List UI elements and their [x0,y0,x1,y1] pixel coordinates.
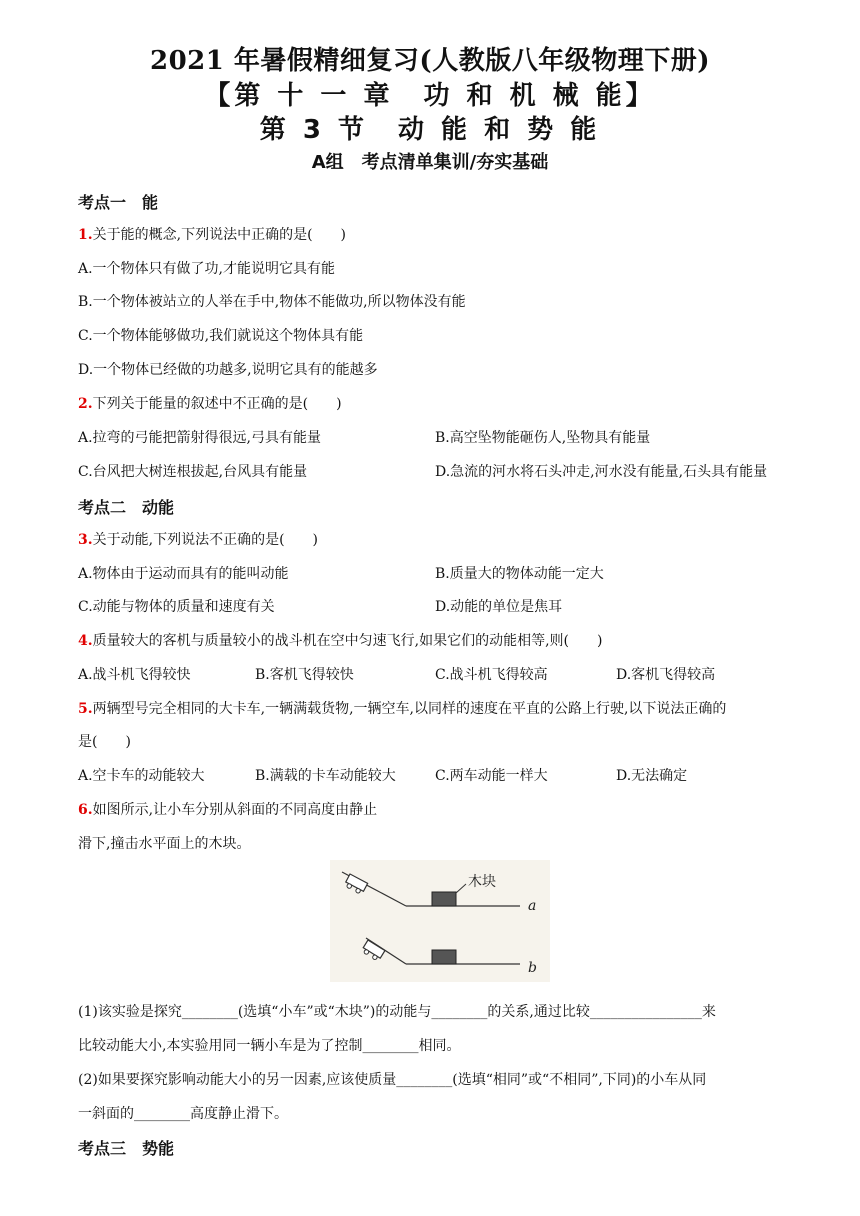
document-title: 2021 年暑假精细复习(人教版八年级物理下册) [149,46,711,76]
diagram-a [342,872,536,914]
topic-heading-1: 考点一 能 [78,193,159,212]
q6-part2-line1: (2)如果要探究影响动能大小的另一因素,应该使质量________(选填“相同”或“不相同”,下同)的小车从同 [78,1072,707,1088]
question-text: 下列关于能量的叙述中不正确的是( ) [92,396,342,412]
block-b [432,950,456,964]
question-6-stem [78,799,377,819]
question-text: 关于动能,下列说法不正确的是( ) [92,532,318,548]
q3-option-c: C.动能与物体的质量和速度有关 [78,599,275,615]
q3-option-d: D.动能的单位是焦耳 [435,599,563,615]
question-number: 6. [78,802,93,818]
label-a: a [528,898,537,914]
q6-part2-line2: 一斜面的________高度静止滑下。 [78,1106,288,1122]
incline-experiment-figure [330,860,550,982]
q5-option-a: A.空卡车的动能较大 [78,768,205,784]
question-number: 5. [78,701,93,717]
chapter-title: 【第 十 一 章 功 和 机 械 能】 [204,81,656,111]
question-number: 2. [78,396,93,412]
block-label: 木块 [468,874,496,890]
topic-heading-3: 考点三 势能 [78,1139,175,1158]
block-a [432,892,456,906]
q6-part1-line2: 比较动能大小,本实验用同一辆小车是为了控制________相同。 [78,1038,461,1054]
label-b: b [528,960,537,976]
question-6-stem-continued: 滑下,撞击水平面上的木块。 [78,836,251,852]
q6-part1-line1: (1)该实验是探究________(选填“小车”或“木块”)的动能与________的关系,通过比较________________来 [78,1004,716,1020]
diagram-b [361,938,537,976]
question-number: 3. [78,532,93,548]
question-5-stem-continued: 是( ) [78,734,131,750]
question-number: 1. [78,227,93,243]
q4-option-d: D.客机飞得较高 [616,667,716,683]
cart-b [361,940,385,962]
q5-option-c: C.两车动能一样大 [435,768,548,784]
q1-option-c: C.一个物体能够做功,我们就说这个物体具有能 [78,328,364,344]
q2-option-d: D.急流的河水将石头冲走,河水没有能量,石头具有能量 [435,464,768,480]
question-text: 关于能的概念,下列说法中正确的是( ) [92,227,346,243]
q3-option-a: A.物体由于运动而具有的能叫动能 [78,566,289,582]
question-4-stem [78,630,602,650]
q1-option-a: A.一个物体只有做了功,才能说明它具有能 [78,261,336,277]
group-title: A组 考点清单集训/夯实基础 [311,152,549,173]
q2-option-b: B.高空坠物能砸伤人,坠物具有能量 [435,430,651,446]
question-2-stem [78,393,342,413]
question-3-stem [78,529,318,549]
incline-diagram [330,860,550,982]
q4-option-c: C.战斗机飞得较高 [435,667,548,683]
question-5-stem [78,698,726,718]
q2-option-a: A.拉弯的弓能把箭射得很远,弓具有能量 [78,430,322,446]
question-text: 质量较大的客机与质量较小的战斗机在空中匀速飞行,如果它们的动能相等,则( ) [92,633,603,649]
q5-option-d: D.无法确定 [616,768,688,784]
q4-option-b: B.客机飞得较快 [255,667,354,683]
q5-option-b: B.满载的卡车动能较大 [255,768,396,784]
question-number: 4. [78,633,93,649]
q2-option-c: C.台风把大树连根拔起,台风具有能量 [78,464,308,480]
section-title: 第 3 节 动 能 和 势 能 [259,115,601,145]
q3-option-b: B.质量大的物体动能一定大 [435,566,604,582]
question-1-stem [78,224,346,244]
topic-heading-2: 考点二 动能 [78,498,175,517]
question-text: 如图所示,让小车分别从斜面的不同高度由静止 [92,802,378,818]
cart-a [344,874,368,895]
question-text: 两辆型号完全相同的大卡车,一辆满载货物,一辆空车,以同样的速度在平直的公路上行驶,以下说法正确的 [92,701,727,717]
q1-option-d: D.一个物体已经做的功越多,说明它具有的能越多 [78,362,378,378]
q4-option-a: A.战斗机飞得较快 [78,667,191,683]
q1-option-b: B.一个物体被站立的人举在手中,物体不能做功,所以物体没有能 [78,294,466,310]
